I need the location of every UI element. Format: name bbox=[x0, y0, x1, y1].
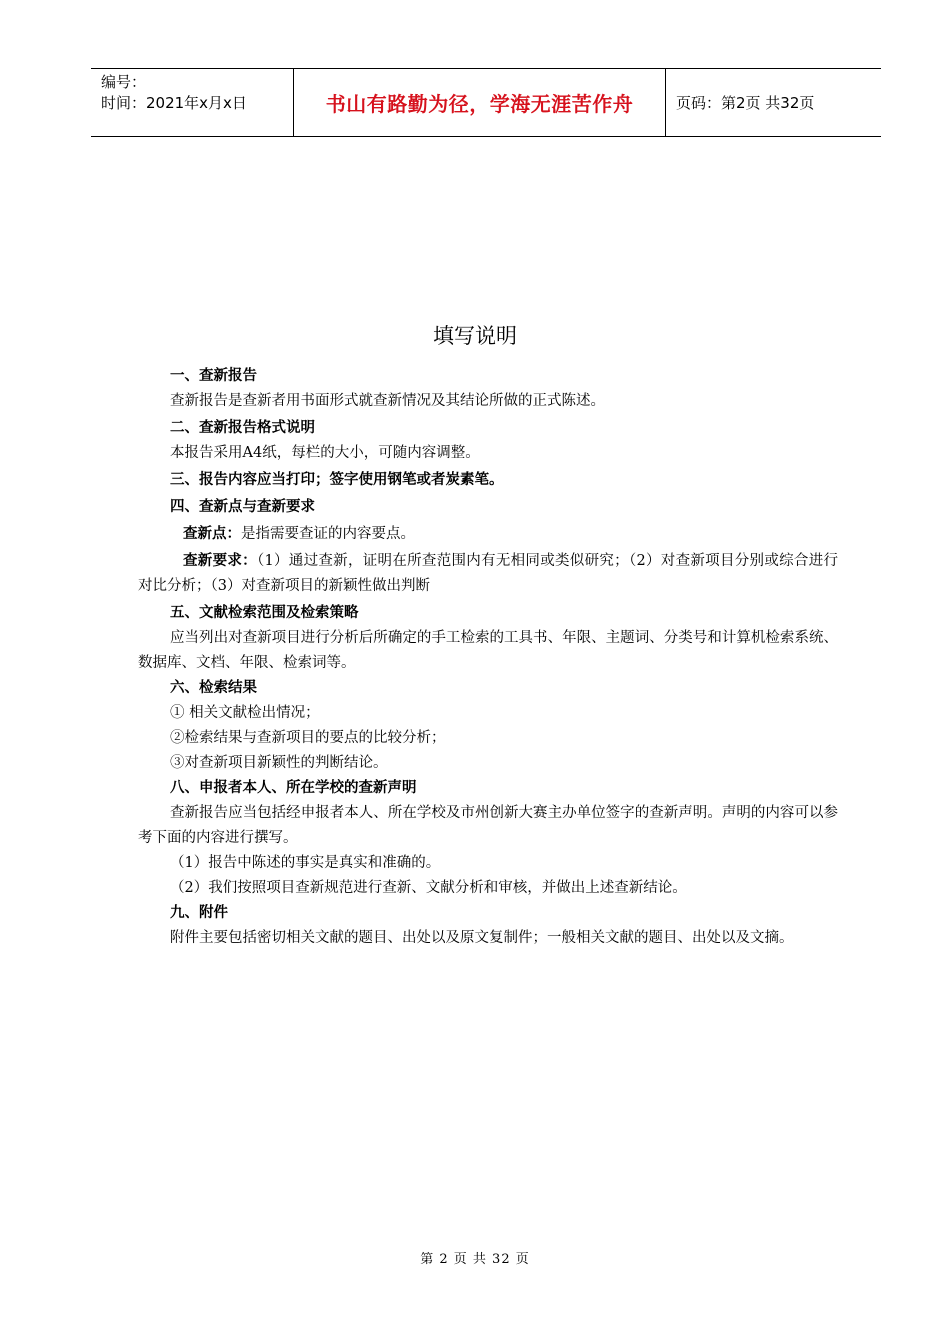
section-heading: 三、报告内容应当打印；签字使用钢笔或者炭素笔。 bbox=[170, 472, 504, 488]
section-heading: 八、申报者本人、所在学校的查新声明 bbox=[170, 780, 417, 796]
section-heading: 四、查新点与查新要求 bbox=[170, 499, 315, 515]
section-text: 查新报告应当包括经申报者本人、所在学校及市州创新大赛主办单位签字的查新声明。声明的内容可以参考下面的内容进行撰写。 bbox=[138, 805, 838, 846]
query-point bbox=[138, 522, 838, 547]
page-footer: 第 2 页 共 32 页 bbox=[420, 1252, 530, 1267]
query-point-label: 查新点： bbox=[183, 526, 241, 542]
query-requirement-label: 查新要求： bbox=[183, 553, 257, 569]
section-text: 本报告采用A4纸，每栏的大小，可随内容调整。 bbox=[170, 445, 480, 461]
list-item: ③对查新项目新颖性的判断结论。 bbox=[170, 755, 388, 771]
list-item: （1）报告中陈述的事实是真实和准确的。 bbox=[170, 855, 441, 871]
header-meta bbox=[91, 69, 293, 136]
query-requirement bbox=[138, 549, 838, 599]
document-body bbox=[138, 364, 838, 951]
page-header bbox=[91, 68, 881, 137]
query-point-text: 是指需要查证的内容要点。 bbox=[241, 526, 415, 542]
list-item: ②检索结果与查新项目的要点的比较分析； bbox=[170, 730, 446, 746]
serial-label: 编号： bbox=[101, 73, 147, 91]
query-requirement-text: （1）通过查新，证明在所查范围内有无相同或类似研究；（2）对查新项目分别或综合进行对比分析；（3）对查新项目的新颖性做出判断 bbox=[138, 553, 838, 594]
section-heading: 六、检索结果 bbox=[170, 680, 257, 696]
section-heading: 五、文献检索范围及检索策略 bbox=[170, 605, 359, 621]
section-text: 附件主要包括密切相关文献的题目、出处以及原文复制件；一般相关文献的题目、出处以及文摘。 bbox=[170, 930, 794, 946]
header-motto: 书山有路勤为径，学海无涯苦作舟 bbox=[293, 69, 666, 136]
document-title: 填写说明 bbox=[433, 324, 517, 348]
time-label: 时间：2021年x月x日 bbox=[101, 94, 247, 112]
section-heading: 二、查新报告格式说明 bbox=[170, 420, 315, 436]
section-heading: 九、附件 bbox=[170, 905, 228, 921]
section-heading: 一、查新报告 bbox=[170, 368, 257, 384]
list-item: ① 相关文献检出情况； bbox=[170, 705, 320, 721]
section-text: 查新报告是查新者用书面形式就查新情况及其结论所做的正式陈述。 bbox=[170, 393, 605, 409]
list-item: （2）我们按照项目查新规范进行查新、文献分析和审核，并做出上述查新结论。 bbox=[170, 880, 687, 896]
section-text: 应当列出对查新项目进行分析后所确定的手工检索的工具书、年限、主题词、分类号和计算机检索系统、数据库、文档、年限、检索词等。 bbox=[138, 630, 838, 671]
header-page-number: 页码：第2页 共32页 bbox=[676, 94, 815, 112]
